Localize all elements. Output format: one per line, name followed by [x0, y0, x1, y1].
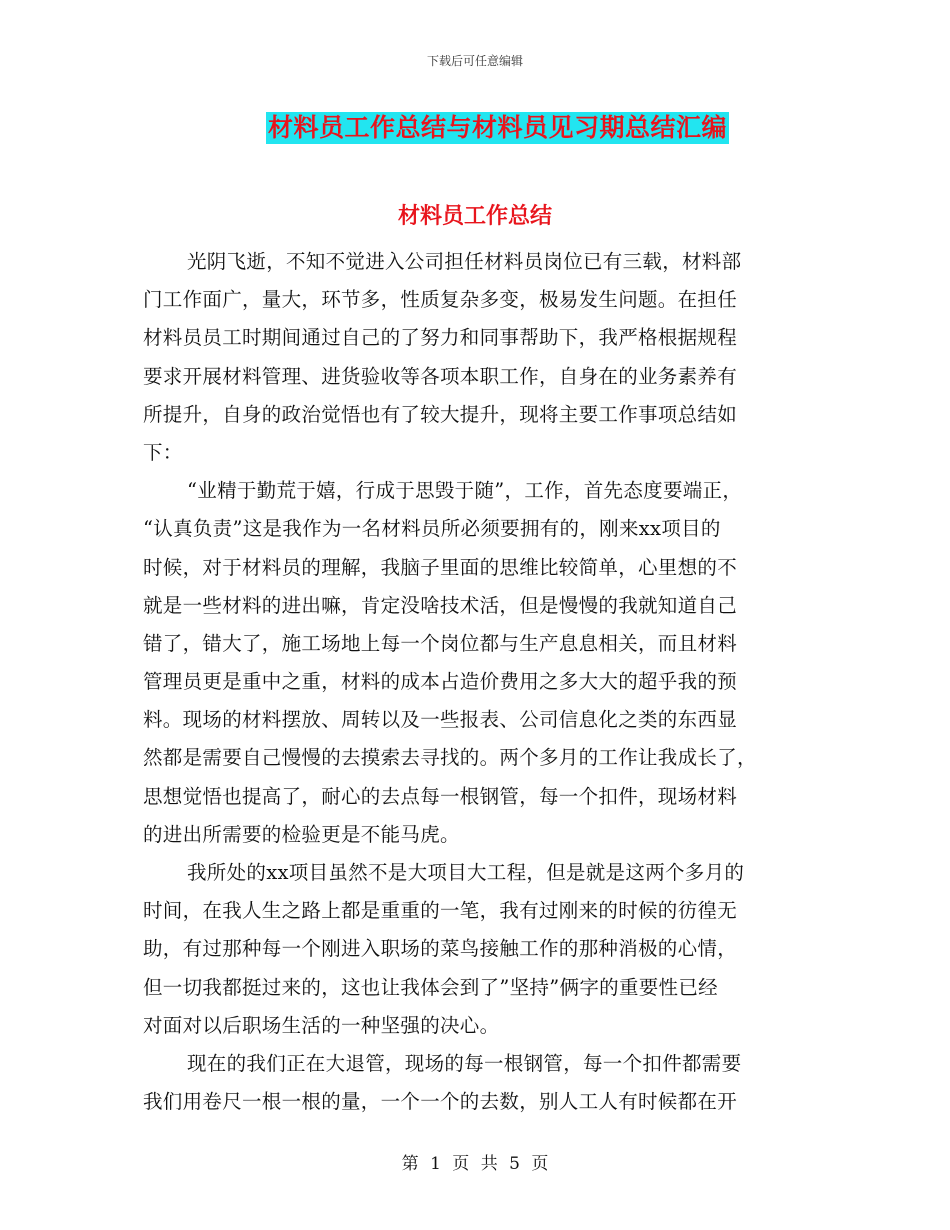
- text-line: 错了，错大了，施工场地上每一个岗位都与生产息息相关，而且材料: [143, 631, 738, 655]
- paragraph: [143, 1045, 808, 1121]
- document-title: 材料员工作总结与材料员见习期总结汇编: [267, 113, 727, 142]
- text-line: “认真负责”这是我作为一名材料员所必须要拥有的，刚来xx项目的: [143, 517, 721, 541]
- text-line: 门工作面广，量大，环节多，性质复杂多变，极易发生问题。在担任: [143, 288, 738, 312]
- text-line: 材料员员工时期间通过自己的了努力和同事帮助下，我严格根据规程: [143, 326, 738, 350]
- text-line: 所提升，自身的政治觉悟也有了较大提升，现将主要工作事项总结如: [143, 402, 738, 426]
- text-line: 时间，在我人生之路上都是重重的一笔，我有过刚来的时候的彷徨无: [143, 899, 738, 923]
- paragraph: [143, 854, 808, 1045]
- body-text: [143, 243, 808, 1121]
- text-line: 我所处的xx项目虽然不是大项目大工程，但是就是这两个多月的: [187, 861, 745, 884]
- text-line: 对面对以后职场生活的一种坚强的决心。: [143, 1013, 500, 1037]
- text-line: 要求开展材料管理、进货验收等各项本职工作，自身在的业务素养有: [143, 364, 738, 388]
- text-line: 光阴飞逝，不知不觉进入公司担任材料员岗位已有三载，材料部: [187, 250, 742, 273]
- text-line: 然都是需要自己慢慢的去摸索去寻找的。两个多月的工作让我成长了，: [143, 746, 757, 770]
- text-line: “业精于勤荒于嬉，行成于思毁于随”，工作，首先态度要端正，: [187, 479, 743, 503]
- paragraph: [143, 472, 808, 854]
- paragraph: [143, 243, 808, 472]
- text-line: 下：: [143, 440, 183, 464]
- page-footer: 第 1 页 共 5 页: [401, 1154, 549, 1174]
- text-line: 现在的我们正在大退管，现场的每一根钢管，每一个扣件都需要: [187, 1051, 742, 1075]
- text-line: 但一切我都挺过来的，这也让我体会到了”坚持”俩字的重要性已经: [143, 975, 718, 999]
- text-line: 料。现场的材料摆放、周转以及一些报表、公司信息化之类的东西显: [143, 708, 738, 732]
- text-line: 管理员更是重中之重，材料的成本占造价费用之多大大的超乎我的预: [143, 670, 738, 694]
- section-title: 材料员工作总结: [397, 203, 552, 229]
- text-line: 思想觉悟也提高了，耐心的去点每一根钢管，每一个扣件，现场材料: [143, 784, 738, 808]
- text-line: 的进出所需要的检验更是不能马虎。: [143, 822, 460, 846]
- text-line: 就是一些材料的进出嘛，肯定没啥技术活，但是慢慢的我就知道自己: [143, 593, 738, 617]
- header-note: 下载后可任意编辑: [426, 54, 523, 68]
- document-title-wrap: [0, 112, 950, 144]
- text-line: 时候，对于材料员的理解，我脑子里面的思维比较简单，心里想的不: [143, 555, 738, 579]
- text-line: 我们用卷尺一根一根的量，一个一个的去数，别人工人有时候都在开: [143, 1090, 738, 1114]
- text-line: 助，有过那种每一个刚进入职场的菜鸟接触工作的那种消极的心情，: [143, 937, 738, 961]
